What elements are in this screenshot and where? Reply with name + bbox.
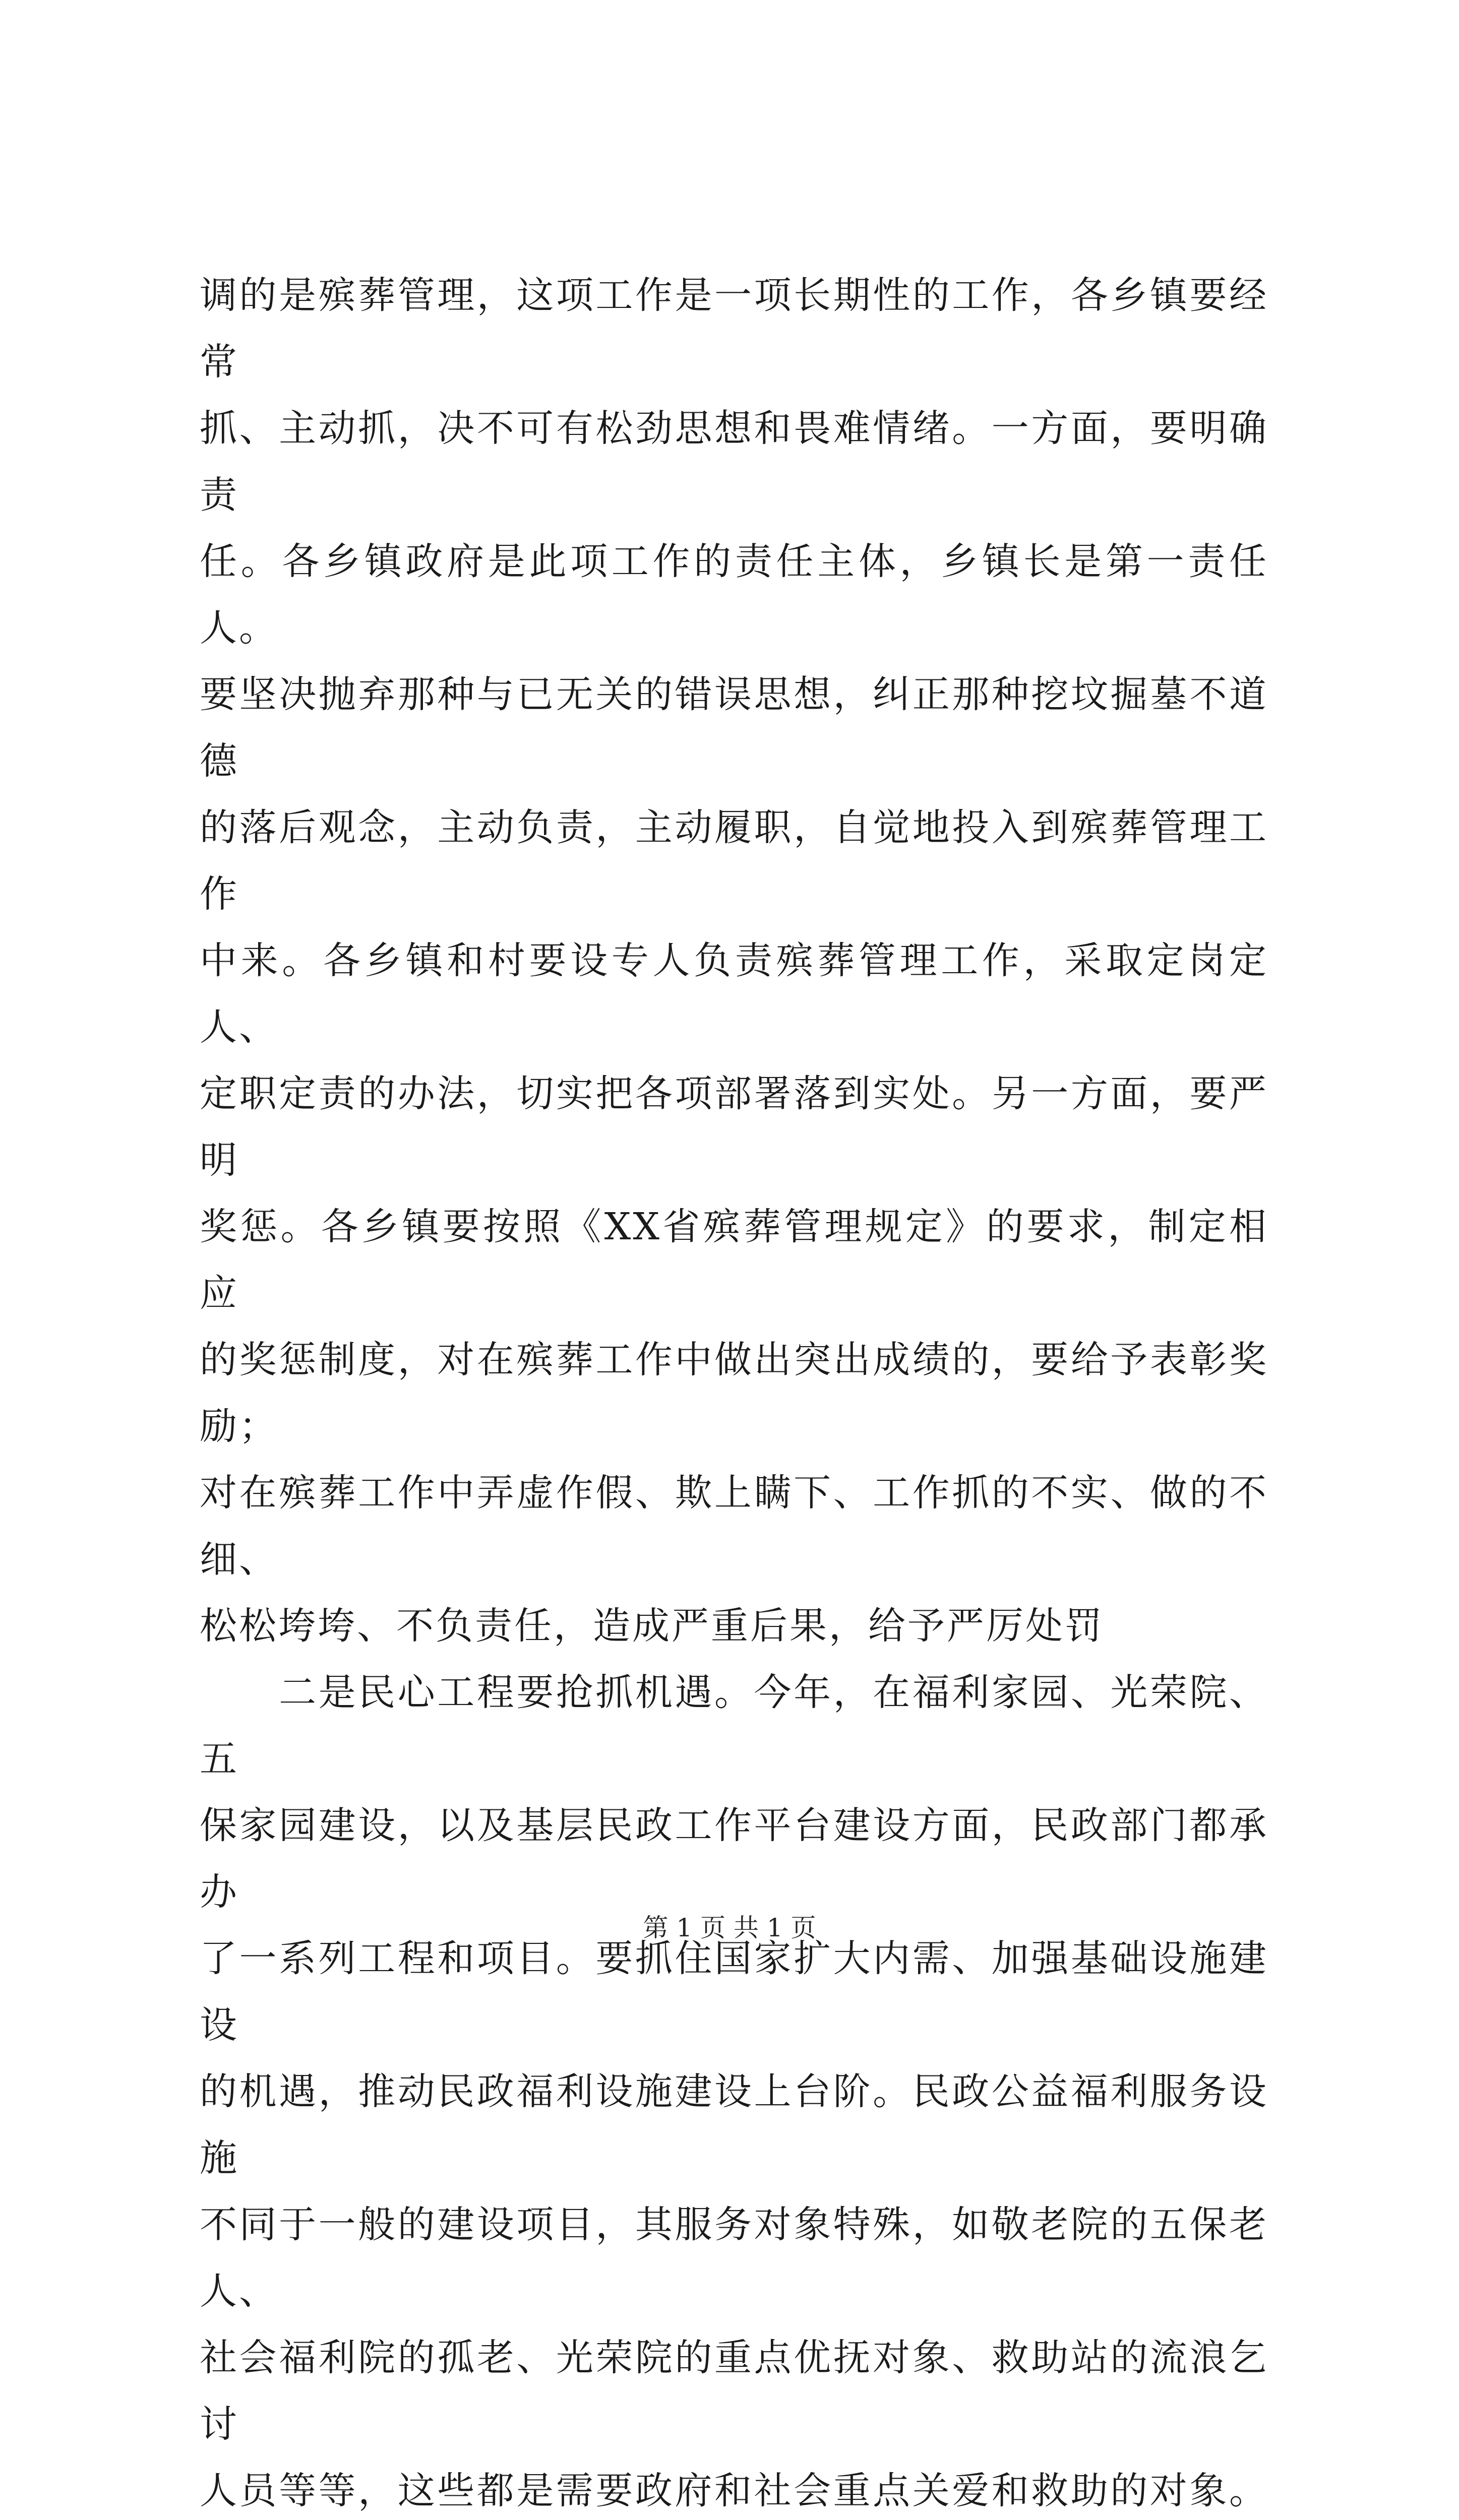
paragraph-livelihood-project: 二是民心工程要抢抓机遇。今年，在福利家园、光荣院、五 保家园建设，以及基层民政工作平台建设方面，民政部门都承办 了一系列工程和项目。要抓住国家扩大内需、加强基础设施建设 的机遇，推动民政福利设施建设上台阶。民政公益福利服务设施 不同于一般的建设项目，其服务对象特殊，如敬老院的五保老人、 社会福利院的孤老、光荣院的重点优抚对象、救助站的流浪乞讨 人员等等，这些都是需要政府和社会重点关爱和救助的对象。 (200, 1671, 1268, 2512)
paragraph-funeral-management: 调的是殡葬管理，这项工作是一项长期性的工作，各乡镇要经常 抓、主动抓，决不可有松劲思想和畏难情绪。一方面，要明确责 任。各乡镇政府是此项工作的责任主体，乡镇长是第一责任人。 要坚决抛弃那种与已无关的错误思想，纠正那种挖坟掘墓不道德 的落后观念，主动负责，主动履职，自觉地投入到殡葬管理工作 中来。各乡镇和村要设专人负责殡葬管理工作，采取定岗定人、 定职定责的办法，切实把各项部署落到实处。另一方面，要严明 奖惩。各乡镇要按照《XX省殡葬管理规定》的要求，制定相应 的奖惩制度，对在殡葬工作中做出突出成绩的，要给予表彰奖励； 对在殡葬工作中弄虚作假、欺上瞒下、工作抓的不实、做的不细、 松松垮垮、不负责任，造成严重后果，给予严厉处罚 (200, 274, 1268, 1648)
document-body (200, 262, 1268, 2520)
page-footer: 第 1 页 共 1 页 (643, 1913, 816, 1942)
